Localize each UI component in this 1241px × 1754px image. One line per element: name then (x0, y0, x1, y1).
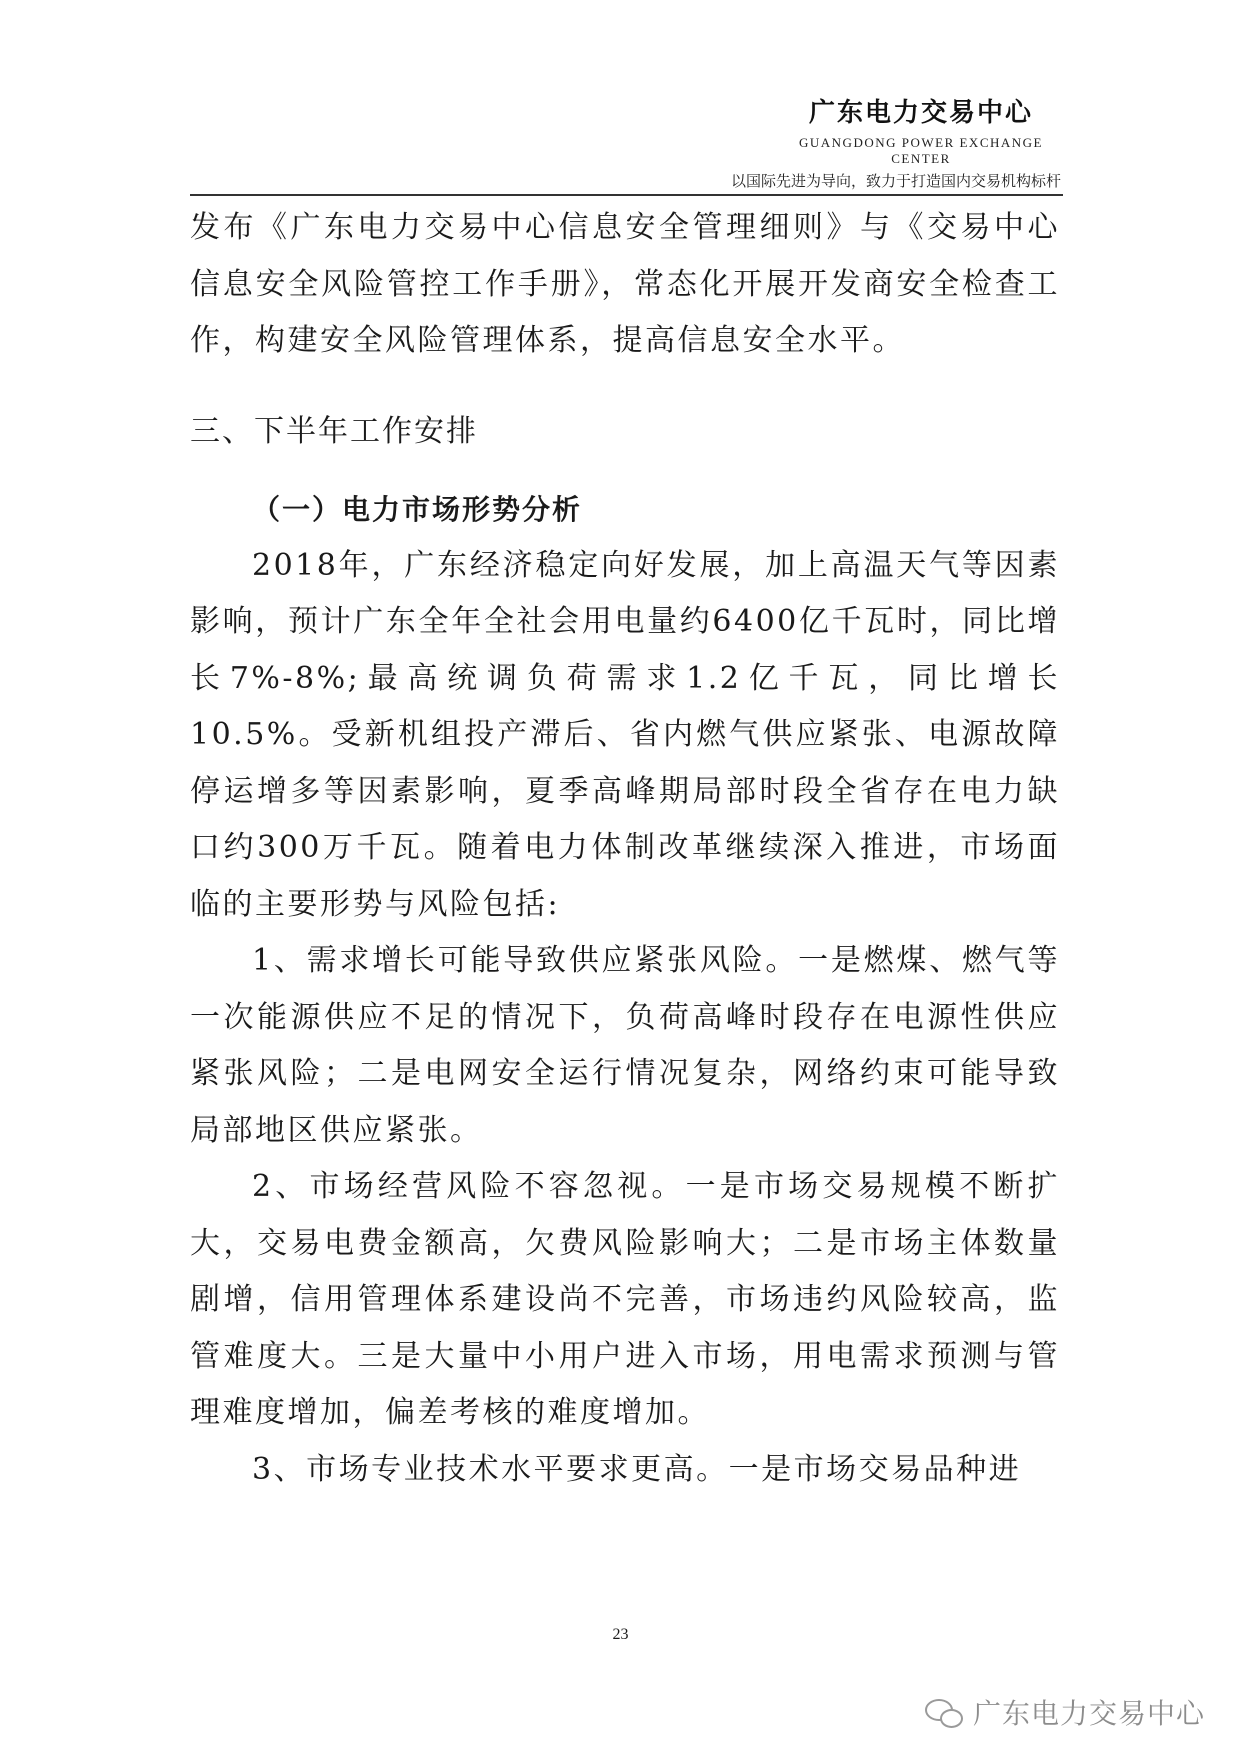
paragraph-risk-2: 2、市场经营风险不容忽视。一是市场交易规模不断扩大，交易电费金额高，欠费风险影响大；二是市场主体数量剧增，信用管理体系建设尚不完善，市场违约风险较高，监管难度大。三是大量中小用户进入市场，用电需求预测与管理难度增加，偏差考核的难度增加。 (190, 1169, 1060, 1430)
paragraph-market-outlook: 2018年，广东经济稳定向好发展，加上高温天气等因素影响，预计广东全年全社会用电量约6400亿千瓦时，同比增长7%-8%;最高统调负荷需求1.2亿千瓦，同比增长10.5%。受新机组投产滞后、省内燃气供应紧张、电源故障停运增多等因素影响，夏季高峰期局部时段全省存在电力缺口约300万千瓦。随着电力体制改革继续深入推进，市场面临的主要形势与风险包括: (190, 547, 1060, 922)
paragraph-risk-1: 1、需求增长可能导致供应紧张风险。一是燃煤、燃气等一次能源供应不足的情况下，负荷高峰时段存在电源性供应紧张风险；二是电网安全运行情况复杂，网络约束可能导致局部地区供应紧张。 (190, 943, 1060, 1148)
page-body (190, 200, 1060, 1498)
paragraph-risk-3: 3、市场专业技术水平要求更高。一是市场交易品种进 (252, 1451, 1022, 1487)
subsection-title: （一）电力市场形势分析 (252, 492, 583, 526)
org-name: 广东电力交易中心 (808, 98, 1033, 128)
page-number: 23 (612, 1626, 629, 1643)
wechat-watermark (925, 1692, 1205, 1732)
document-header (741, 92, 1061, 167)
org-name-en: GUANGDONG POWER EXCHANGE CENTER (799, 135, 1043, 166)
header-slogan: 以国际先进为导向，致力于打造国内交易机构标杆 (730, 172, 1061, 190)
section-title: 三、下半年工作安排 (190, 413, 478, 449)
header-divider (190, 194, 1063, 196)
wechat-icon (925, 1697, 965, 1727)
paragraph-continued: 发布《广东电力交易中心信息安全管理细则》与《交易中心信息安全风险管控工作手册》，常态化开展开发商安全检查工作，构建安全风险管理体系，提高信息安全水平。 (190, 210, 1060, 358)
wechat-account-name: 广东电力交易中心 (972, 1697, 1205, 1730)
